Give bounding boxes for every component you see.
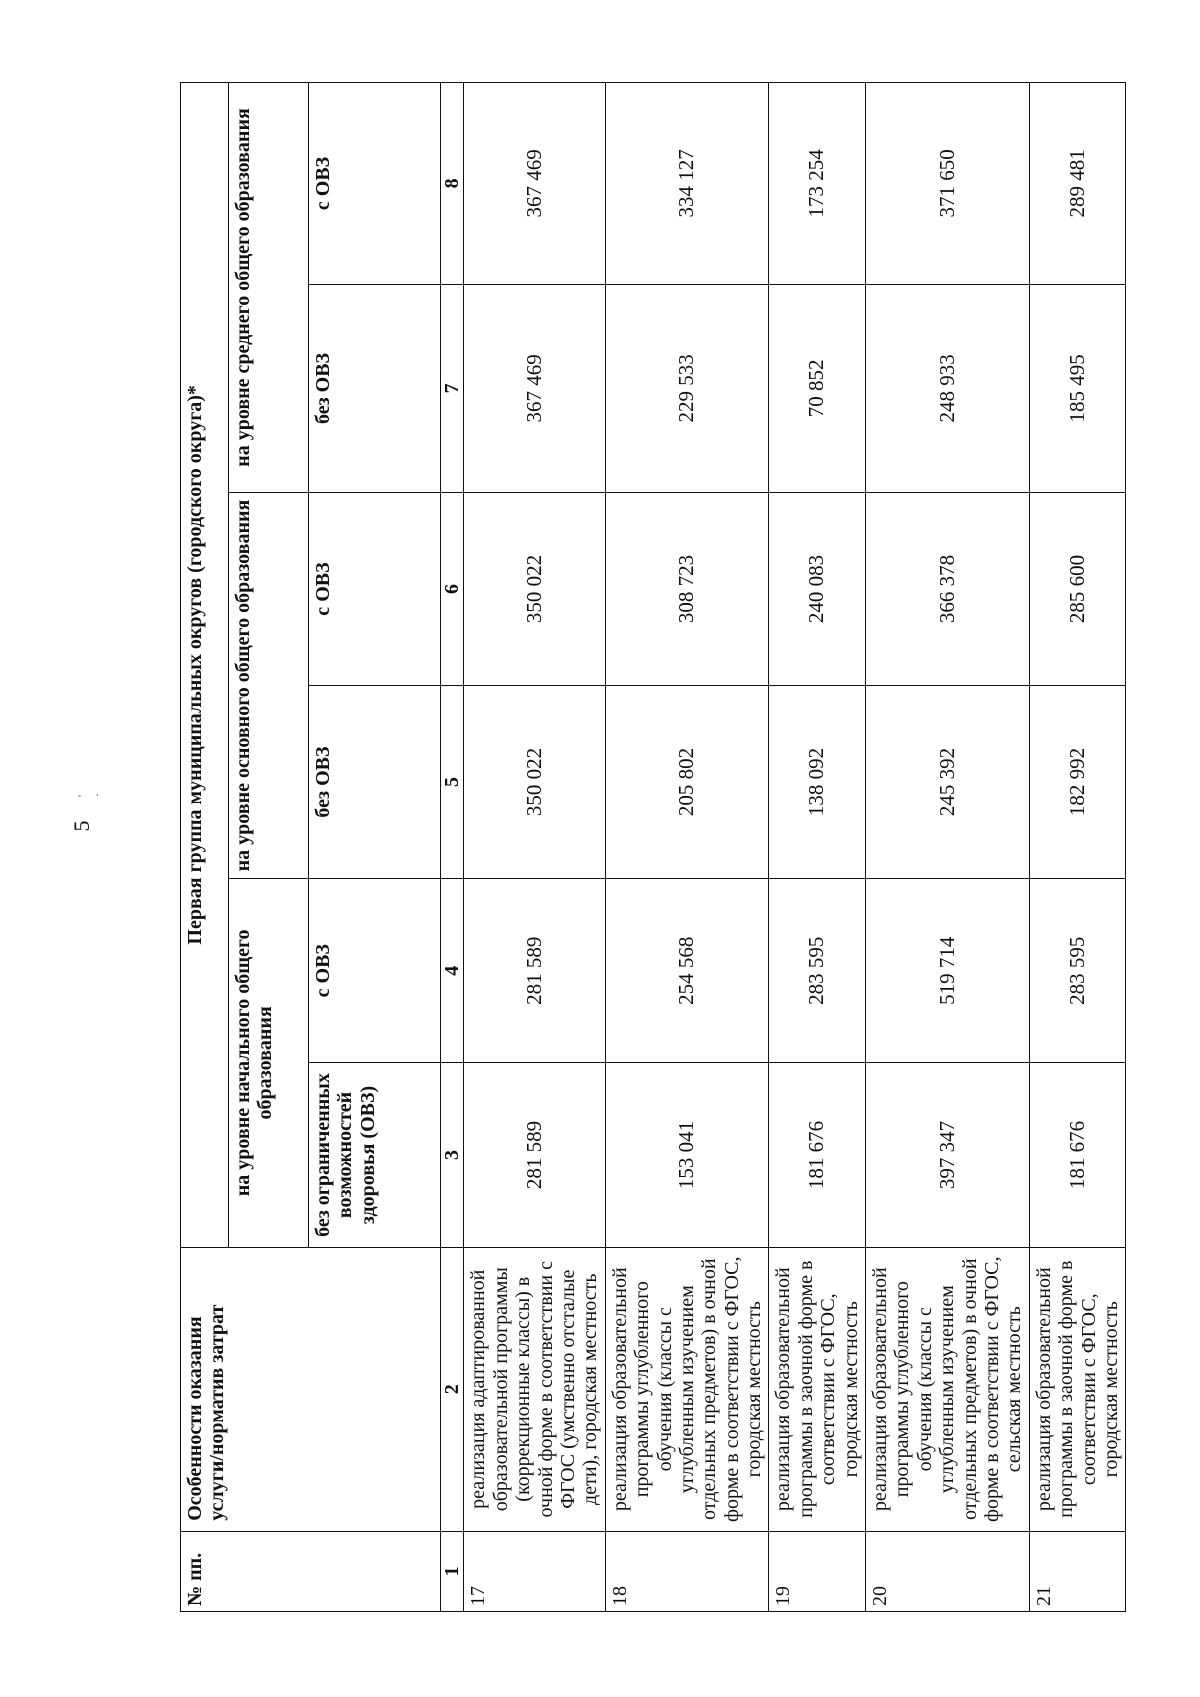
row-description: реализация адаптированной образовательной программы (коррекционные классы) в очной форме в соответствии с ФГОС (умственно отсталые дети), городская местность — [464, 1247, 605, 1531]
row-description: реализация образовательной программы углубленного обучения (классы с углубленным изучением отдельных предметов) в очной форме в соответствии с ФГОС, сельская местность — [866, 1247, 1030, 1531]
column-number: 7 — [441, 284, 464, 492]
value-cell: 205 802 — [605, 686, 769, 879]
value-cell: 182 992 — [1029, 686, 1126, 879]
header-sub-no-ovz: без ОВЗ — [309, 284, 441, 492]
value-cell: 350 022 — [464, 493, 605, 686]
header-row-group — [181, 83, 229, 1612]
rotated-table-container — [180, 82, 1122, 1612]
row-number: 17 — [464, 1531, 605, 1611]
value-cell: 240 083 — [769, 493, 866, 686]
row-number: 18 — [605, 1531, 769, 1611]
value-cell: 254 568 — [605, 879, 769, 1063]
table-row — [605, 83, 769, 1612]
value-cell: 308 723 — [605, 493, 769, 686]
value-cell: 366 378 — [866, 493, 1030, 686]
table-row — [464, 83, 605, 1612]
table-row — [769, 83, 866, 1612]
value-cell: 519 714 — [866, 879, 1030, 1063]
header-col-features: Особенности оказания услуги/норматив затрат — [181, 1247, 441, 1531]
value-cell: 289 481 — [1029, 83, 1126, 285]
value-cell: 229 533 — [605, 284, 769, 492]
row-description: реализация образовательной программы в заочной форме в соответствии с ФГОС, городская местность — [769, 1247, 866, 1531]
value-cell: 138 092 — [769, 686, 866, 879]
column-number: 5 — [441, 686, 464, 879]
value-cell: 181 676 — [769, 1063, 866, 1247]
value-cell: 70 852 — [769, 284, 866, 492]
column-number: 1 — [441, 1531, 464, 1611]
row-number: 19 — [769, 1531, 866, 1611]
column-number: 6 — [441, 493, 464, 686]
scan-speck: ' · — [75, 791, 104, 797]
value-cell: 367 469 — [464, 284, 605, 492]
cost-standards-table — [180, 82, 1126, 1612]
header-sub-with-ovz: с ОВЗ — [309, 879, 441, 1063]
column-number-row — [441, 83, 464, 1612]
value-cell: 334 127 — [605, 83, 769, 285]
value-cell: 281 589 — [464, 879, 605, 1063]
row-description: реализация образовательной программы углубленного обучения (классы с углубленным изучением отдельных предметов) в очной форме в соответствии с ФГОС, городская местность — [605, 1247, 769, 1531]
value-cell: 285 600 — [1029, 493, 1126, 686]
value-cell: 245 392 — [866, 686, 1030, 879]
table-row — [1029, 83, 1126, 1612]
value-cell: 248 933 — [866, 284, 1030, 492]
column-number: 4 — [441, 879, 464, 1063]
header-sub-with-ovz: с ОВЗ — [309, 493, 441, 686]
value-cell: 283 595 — [1029, 879, 1126, 1063]
row-number: 20 — [866, 1531, 1030, 1611]
column-number: 2 — [441, 1247, 464, 1531]
value-cell: 281 589 — [464, 1063, 605, 1247]
page-number: 5 — [69, 820, 94, 832]
header-level-basic: на уровне основного общего образования — [229, 493, 309, 879]
value-cell: 283 595 — [769, 879, 866, 1063]
table-row — [866, 83, 1030, 1612]
value-cell: 173 254 — [769, 83, 866, 285]
header-level-primary: на уровне начального общего образования — [229, 879, 309, 1248]
value-cell: 397 347 — [866, 1063, 1030, 1247]
value-cell: 153 041 — [605, 1063, 769, 1247]
value-cell: 350 022 — [464, 686, 605, 879]
value-cell: 371 650 — [866, 83, 1030, 285]
value-cell: 367 469 — [464, 83, 605, 285]
header-group-title: Первая группа муниципальных округов (городского округа)* — [181, 83, 229, 1248]
row-description: реализация образовательной программы в заочной форме в соответствии с ФГОС, городская местность — [1029, 1247, 1126, 1531]
header-sub-no-ovz: без ОВЗ — [309, 686, 441, 879]
row-number: 21 — [1029, 1531, 1126, 1611]
value-cell: 185 495 — [1029, 284, 1126, 492]
header-level-secondary: на уровне среднего общего образования — [229, 83, 309, 493]
header-sub-no-ovz-full: без ограниченных возможностей здоровья (ОВЗ) — [309, 1063, 441, 1247]
column-number: 8 — [441, 83, 464, 285]
header-sub-with-ovz: с ОВЗ — [309, 83, 441, 285]
header-col-no: № пп. — [181, 1531, 441, 1611]
column-number: 3 — [441, 1063, 464, 1247]
value-cell: 181 676 — [1029, 1063, 1126, 1247]
